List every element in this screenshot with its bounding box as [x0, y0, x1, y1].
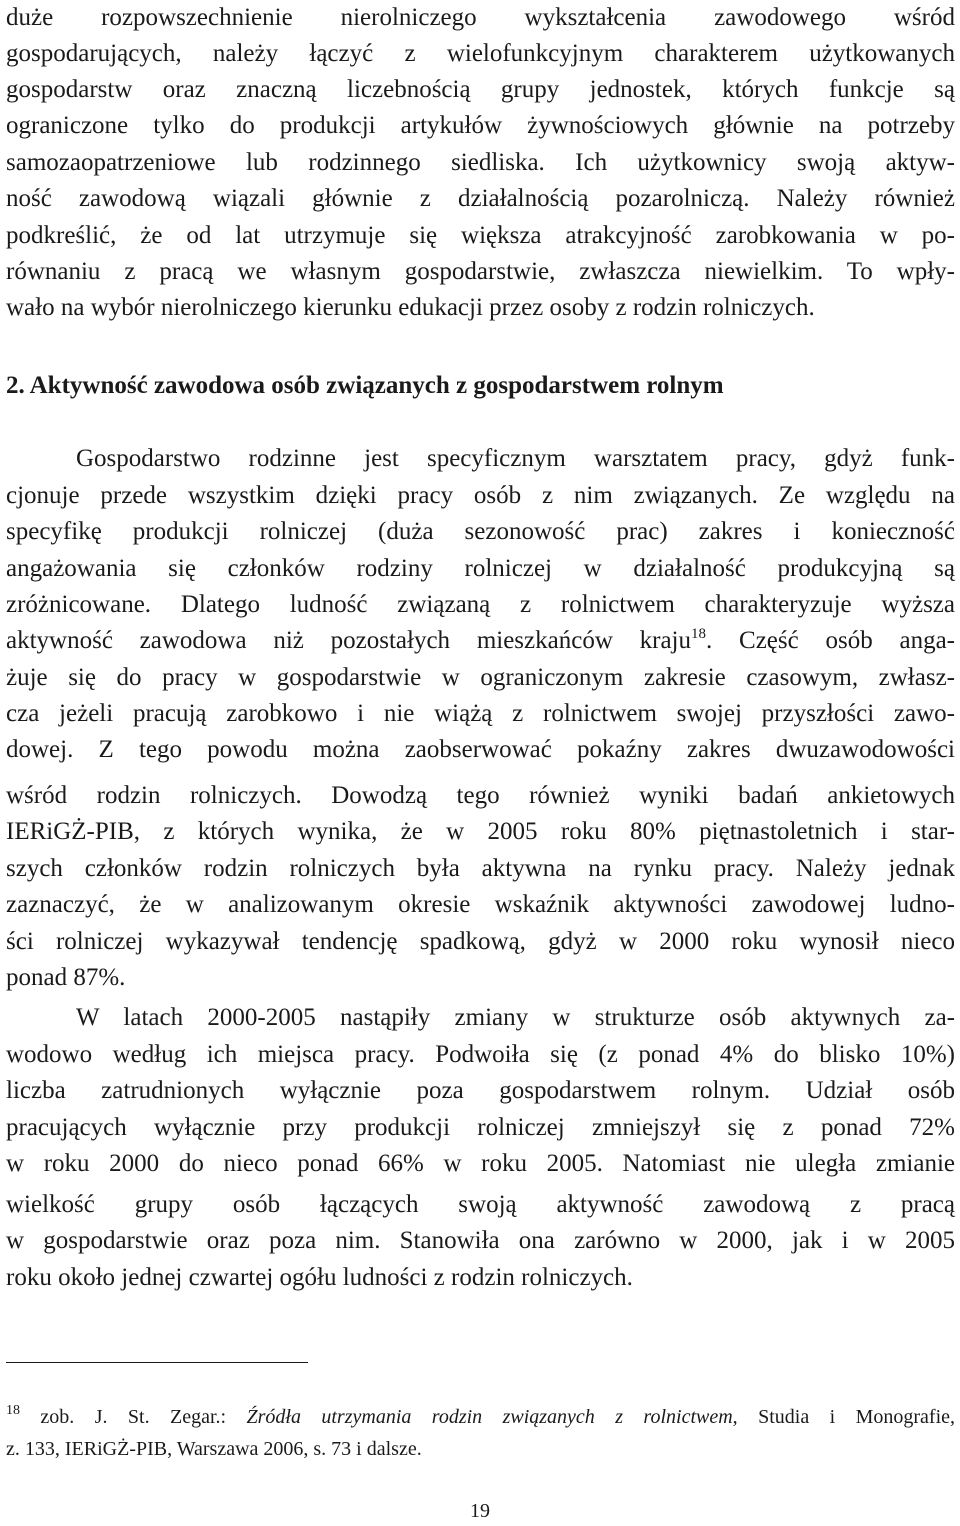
- body-line: podkreślić, że od lat utrzymuje się większa atrakcyjność zarobkowania w po-: [6, 222, 955, 249]
- body-line: szych członków rodzin rolniczych była aktywna na rynku pracy. Należy jednak: [6, 855, 955, 882]
- footnote-text: , Studia i Monografie,: [732, 1406, 955, 1428]
- body-line: zaznaczyć, że w analizowanym okresie wskaźnik aktywności zawodowej ludno-: [6, 891, 955, 918]
- footnote-separator: [6, 1362, 308, 1363]
- body-line: w gospodarstwie oraz poza nim. Stanowiła ona zarówno w 2000, jak i w 2005: [6, 1227, 955, 1254]
- body-line: angażowania się członków rodziny rolniczej w działalność produkcyjną są: [6, 555, 955, 582]
- body-text: . Część osób anga-: [706, 627, 955, 654]
- body-line: wodowo według ich miejsca pracy. Podwoiła się (z ponad 4% do blisko 10%): [6, 1041, 955, 1068]
- body-line: cjonuje przede wszystkim dzięki pracy osób z nim związanych. Ze względu na: [6, 482, 955, 509]
- footnote-number: 18: [6, 1403, 20, 1418]
- footnote-line: z. 133, IERiGŻ-PIB, Warszawa 2006, s. 73 i dalsze.: [6, 1438, 422, 1460]
- section-heading: 2. Aktywność zawodowa osób związanych z gospodarstwem rolnym: [6, 372, 724, 399]
- body-line: zróżnicowane. Dlatego ludność związaną z rolnictwem charakteryzuje wyższa: [6, 591, 955, 618]
- footnote-text: zob. J. St. Zegar.:: [20, 1406, 247, 1428]
- body-line: ograniczone tylko do produkcji artykułów żywnościowych głównie na potrzeby: [6, 112, 955, 139]
- body-line: żuje się do pracy w gospodarstwie w ograniczonym zakresie czasowym, zwłasz-: [6, 664, 955, 691]
- page-number: 19: [470, 1500, 490, 1522]
- body-line-with-reference: [6, 623, 955, 659]
- body-line: W latach 2000-2005 nastąpiły zmiany w strukturze osób aktywnych za-: [76, 1004, 955, 1031]
- body-line: roku około jednej czwartej ogółu ludności z rodzin rolniczych.: [6, 1264, 633, 1291]
- body-line: Gospodarstwo rodzinne jest specyficznym warsztatem pracy, gdyż funk-: [76, 445, 955, 472]
- body-line: w roku 2000 do nieco ponad 66% w roku 2005. Natomiast nie uległa zmianie: [6, 1150, 955, 1177]
- body-line: liczba zatrudnionych wyłącznie poza gospodarstwem rolnym. Udział osób: [6, 1077, 955, 1104]
- body-line: duże rozpowszechnienie nierolniczego wykształcenia zawodowego wśród: [6, 4, 955, 31]
- body-line: ność zawodową wiązali głównie z działalnością pozarolniczą. Należy również: [6, 185, 955, 212]
- body-line: gospodarstw oraz znaczną liczebnością grupy jednostek, których funkcje są: [6, 76, 955, 103]
- body-line: ści rolniczej wykazywał tendencję spadkową, gdyż w 2000 roku wynosił nieco: [6, 928, 955, 955]
- body-line: samozaopatrzeniowe lub rodzinnego siedliska. Ich użytkownicy swoją aktyw-: [6, 149, 955, 176]
- body-line: wśród rodzin rolniczych. Dowodzą tego również wyniki badań ankietowych: [6, 782, 955, 809]
- body-line: wało na wybór nierolniczego kierunku edukacji przez osoby z rodzin rolniczych.: [6, 294, 815, 321]
- body-line: dowej. Z tego powodu można zaobserwować pokaźny zakres dwuzawodowości: [6, 736, 955, 763]
- footnote: [6, 1402, 955, 1432]
- footnote-reference: 18: [691, 626, 707, 642]
- footnote-cited-title: Źródła utrzymania rodzin związanych z rolnictwem: [246, 1406, 733, 1428]
- body-line: specyfikę produkcji rolniczej (duża sezonowość prac) zakres i konieczność: [6, 518, 955, 545]
- body-line: gospodarujących, należy łączyć z wielofunkcyjnym charakterem użytkowanych: [6, 40, 955, 67]
- body-line: ponad 87%.: [6, 964, 126, 991]
- body-line: pracujących wyłącznie przy produkcji rolniczej zmniejszył się z ponad 72%: [6, 1114, 955, 1141]
- body-line: cza jeżeli pracują zarobkowo i nie wiążą z rolnictwem swojej przyszłości zawo-: [6, 700, 955, 727]
- body-line: równaniu z pracą we własnym gospodarstwie, zwłaszcza niewielkim. To wpły-: [6, 258, 955, 285]
- body-line: IERiGŻ-PIB, z których wynika, że w 2005 roku 80% piętnastoletnich i star-: [6, 818, 955, 845]
- body-text: aktywność zawodowa niż pozostałych mieszkańców kraju: [6, 627, 692, 654]
- body-line: wielkość grupy osób łączących swoją aktywność zawodową z pracą: [6, 1191, 955, 1218]
